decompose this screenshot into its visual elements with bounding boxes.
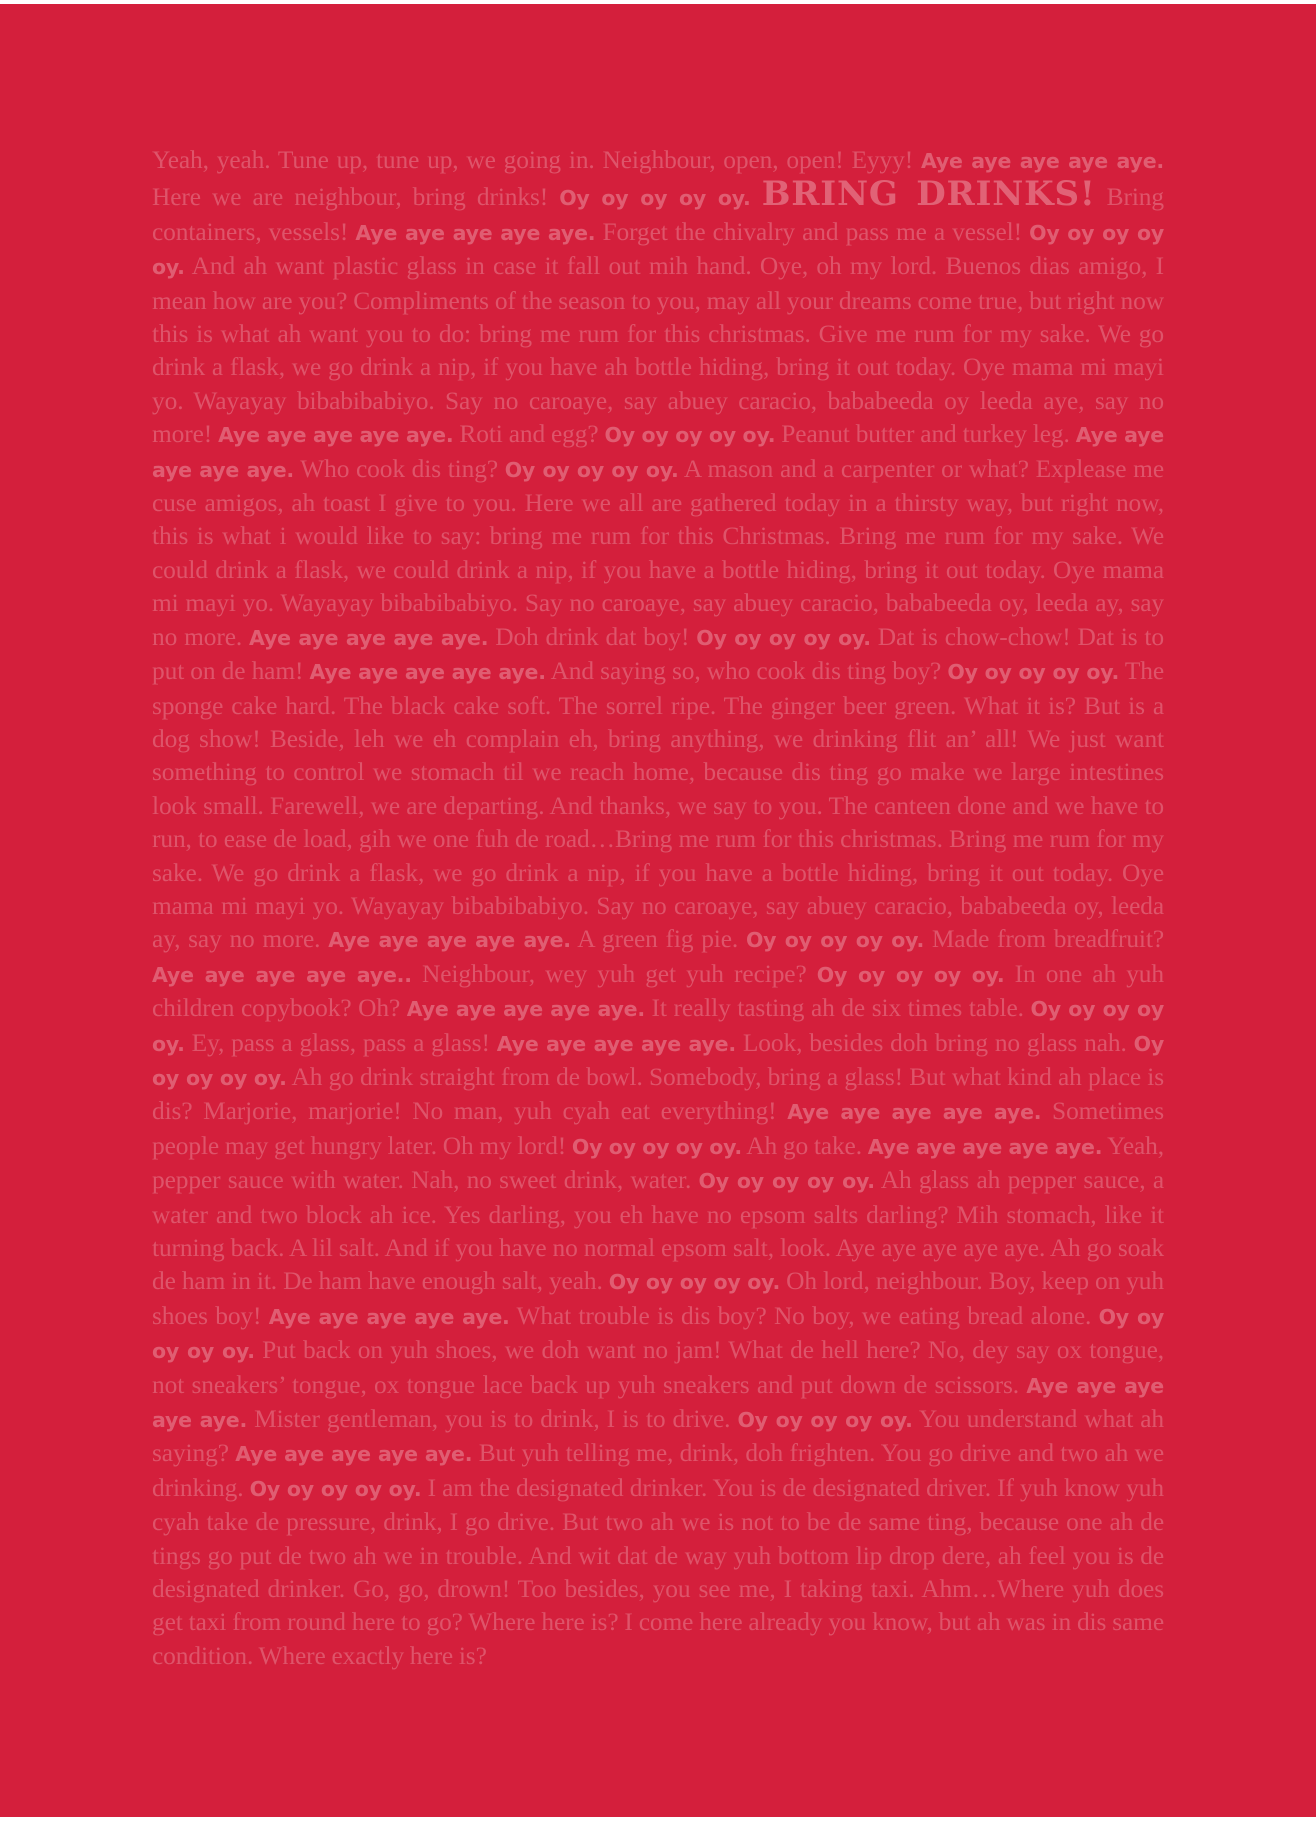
lyric-text: A green fig pie. xyxy=(570,925,746,954)
lyric-text: What trouble is dis boy? No boy, we eating bread alone. xyxy=(509,1301,1099,1330)
chorus-phrase: Aye aye aye aye aye. xyxy=(235,1442,473,1467)
chorus-phrase: Oy oy oy oy oy. xyxy=(696,625,871,650)
chorus-phrase: Oy oy oy oy oy. xyxy=(249,1476,422,1501)
lyric-text: Ah go drink straight from de bowl. Somebody, bring a glass! But what kind ah place is dis? Marjorie, marjorie! No man, yuh cyah eat everything! xyxy=(152,1062,1164,1126)
chorus-phrase: Oy oy oy oy oy. xyxy=(152,220,1164,280)
chorus-phrase: Oy oy oy oy oy. xyxy=(571,1134,742,1159)
chorus-phrase: Aye aye aye aye aye. xyxy=(406,997,645,1022)
lyric-text: Look, besides doh bring no glass nah. xyxy=(735,1028,1134,1057)
lyric-text: Forget the chivalry and pass me a vessel! xyxy=(595,217,1030,246)
lyric-text: Made from breadfruit? xyxy=(924,925,1165,954)
lyric-text: Roti and egg? xyxy=(453,420,605,449)
lyric-text: Ah glass ah pepper sauce, a water and two block ah ice. Yes darling, you eh have no epsom salts darling? Mih stomach, like it turning back. A lil salt. And if you have no normal epsom salt, look. Aye aye aye aye aye. Ah go soak de ham in it. De ham have enough salt, yeah. xyxy=(152,1166,1164,1296)
lyric-text: Oh lord, neighbour. Boy, keep on yuh shoes boy! xyxy=(152,1267,1164,1330)
lyric-text: In one ah yuh children copybook? Oh? xyxy=(152,959,1164,1023)
chorus-phrase: Aye aye aye aye aye. xyxy=(787,1100,1042,1125)
chorus-phrase: Oy oy oy oy oy. xyxy=(608,1270,781,1295)
lyric-text: Ey, pass a glass, pass a glass! xyxy=(184,1028,497,1057)
lyric-text: Put back on yuh shoes, we doh want no jam! What de hell here? No, dey say ox tongue, not sneakers’ tongue, ox tongue lace back up yuh sneakers and put down de scissors. xyxy=(152,1336,1164,1399)
lyric-text: But yuh telling me, drink, doh frighten. You go drive and two ah we drinking. xyxy=(152,1439,1164,1502)
chorus-phrase: Oy oy oy oy oy. xyxy=(604,423,776,448)
lyric-text: Yeah, pepper sauce with water. Nah, no sweet drink, water. xyxy=(152,1131,1165,1195)
chorus-phrase: Oy oy oy oy oy. xyxy=(745,928,925,953)
lyric-text xyxy=(751,183,762,211)
lyric-text: And ah want plastic glass in case it fall out mih hand. Oye, oh my lord. Buenos dias amigo, I mean how are you? Compliments of the season to you, may all your dreams come true, but right now this is what ah want you to do: bring me rum for this christmas. Give me rum for my sake. We go drink a flask, we go drink a nip, if you have ah bottle hiding, bring it out today. Oye mama mi mayi yo. Wayayay bibabibabiyo. Say no caroaye, say abuey caracio, bababeeda oy leeda aye, say no more! xyxy=(152,252,1164,449)
lyric-text: You understand what ah saying? xyxy=(152,1405,1165,1468)
chorus-phrase: Oy oy oy oy oy. xyxy=(152,1304,1165,1364)
lyric-text: Sometimes people may get hungry later. Oh my lord! xyxy=(152,1097,1164,1160)
lyric-text: Ah go take. xyxy=(741,1131,868,1160)
chorus-phrase: Aye aye aye aye aye. xyxy=(152,1373,1164,1433)
chorus-phrase: Aye aye aye aye aye. xyxy=(328,928,571,953)
lyric-text: Bring containers, vessels! xyxy=(152,183,1164,246)
chorus-phrase: Oy oy oy oy oy. xyxy=(737,1408,913,1433)
chorus-phrase: Oy oy oy oy oy. xyxy=(698,1169,875,1194)
chorus-phrase: Aye aye aye aye aye. xyxy=(218,423,454,448)
lyric-text: Here we are neighbour, bring drinks! xyxy=(152,183,560,212)
poster-background xyxy=(0,4,1316,1817)
lyric-text: It really tasting ah de six times table. xyxy=(644,994,1031,1023)
lyric-text: And saying so, who cook dis ting boy? xyxy=(545,657,948,686)
lyric-text: Mister gentleman, you is to drink, I is to drive. xyxy=(247,1405,738,1434)
chorus-phrase: Oy oy oy oy oy. xyxy=(504,457,679,482)
chorus-phrase: Oy oy oy oy oy. xyxy=(816,962,1005,987)
lyric-text: Dat is chow-chow! Dat is to put on de ham! xyxy=(152,622,1164,686)
chorus-phrase: Aye aye aye aye aye. xyxy=(920,149,1164,173)
chorus-phrase: Aye aye aye aye aye. xyxy=(496,1031,736,1056)
chorus-phrase: Aye aye aye aye aye. xyxy=(867,1134,1103,1159)
chorus-phrase: Oy oy oy oy oy. xyxy=(152,997,1165,1056)
chorus-phrase: Aye aye aye aye aye. xyxy=(268,1304,510,1329)
lyric-text: Neighbour, wey yuh get yuh recipe? xyxy=(411,959,817,988)
chorus-phrase: Oy oy oy oy oy. xyxy=(947,660,1120,685)
chorus-phrase: Aye aye aye aye aye. xyxy=(152,423,1165,482)
lyric-text: Doh drink dat boy! xyxy=(488,622,697,651)
chorus-phrase: Oy oy oy oy oy. xyxy=(152,1031,1165,1090)
lyric-text: I am the designated drinker. You is de designated driver. If yuh know yuh cyah take de pressure, drink, I go drive. But two ah we is not to be de same ting, because one ah de tings go put de two ah we in trouble. And wit dat de way yuh bottom lip drop dere, ah feel you is de designated drinker. Go, go, drown! Too besides, you see me, I taking taxi. Ahm…Where yuh does get taxi from round here to go? Where here is? I come here already you know, but ah was in dis same condition. Where exactly here is? xyxy=(152,1473,1165,1670)
chorus-phrase: Aye aye aye aye aye. xyxy=(249,625,489,650)
headline-bring-drinks: BRING DRINKS! xyxy=(761,174,1096,215)
lyric-text: Who cook dis ting? xyxy=(294,454,505,483)
lyric-text: The sponge cake hard. The black cake soft. The sorrel ripe. The ginger beer green. What it is? But is a dog show! Beside, leh we eh complain eh, bring anything, we drinking flit an’ all! We just want something to control we stomach til we reach home, because dis ting go make we large intestines look small. Farewell, we are departing. And thanks, we say to you. The canteen done and we have to run, to ease de load, gih we one fuh de road…Bring me rum for this christmas. Bring me rum for my sake. We go drink a flask, we go drink a nip, if you have a bottle hiding, bring it out today. Oye mama mi mayi yo. Wayayay bibabibabiyo. Say no caroaye, say abuey caracio, bababeeda oy, leeda ay, say no more. xyxy=(152,657,1164,954)
chorus-phrase: Oy oy oy oy oy. xyxy=(559,186,751,211)
lyric-text: Peanut butter and turkey leg. xyxy=(775,420,1076,449)
chorus-phrase: Aye aye aye aye aye. xyxy=(355,220,596,245)
chorus-phrase: Aye aye aye aye aye.. xyxy=(152,962,412,987)
chorus-phrase: Aye aye aye aye aye. xyxy=(309,660,546,685)
lyric-text: Yeah, yeah. Tune up, tune up, we going in. Neighbour, open, open! Eyyy! xyxy=(152,146,921,174)
lyrics-text-block xyxy=(152,144,1164,1673)
lyric-text: A mason and a carpenter or what? Explease me cuse amigos, ah toast I give to you. Here we all are gathered today in a thirsty way, but right now, this is what i would like to say: bring me rum for this Christmas. Bring me rum for my sake. We could drink a flask, we could drink a nip, if you have a bottle hiding, bring it out today. Oye mama mi mayi yo. Wayayay bibabibabiyo. Say no caroaye, say abuey caracio, bababeeda oy, leeda ay, say no more. xyxy=(152,454,1165,651)
